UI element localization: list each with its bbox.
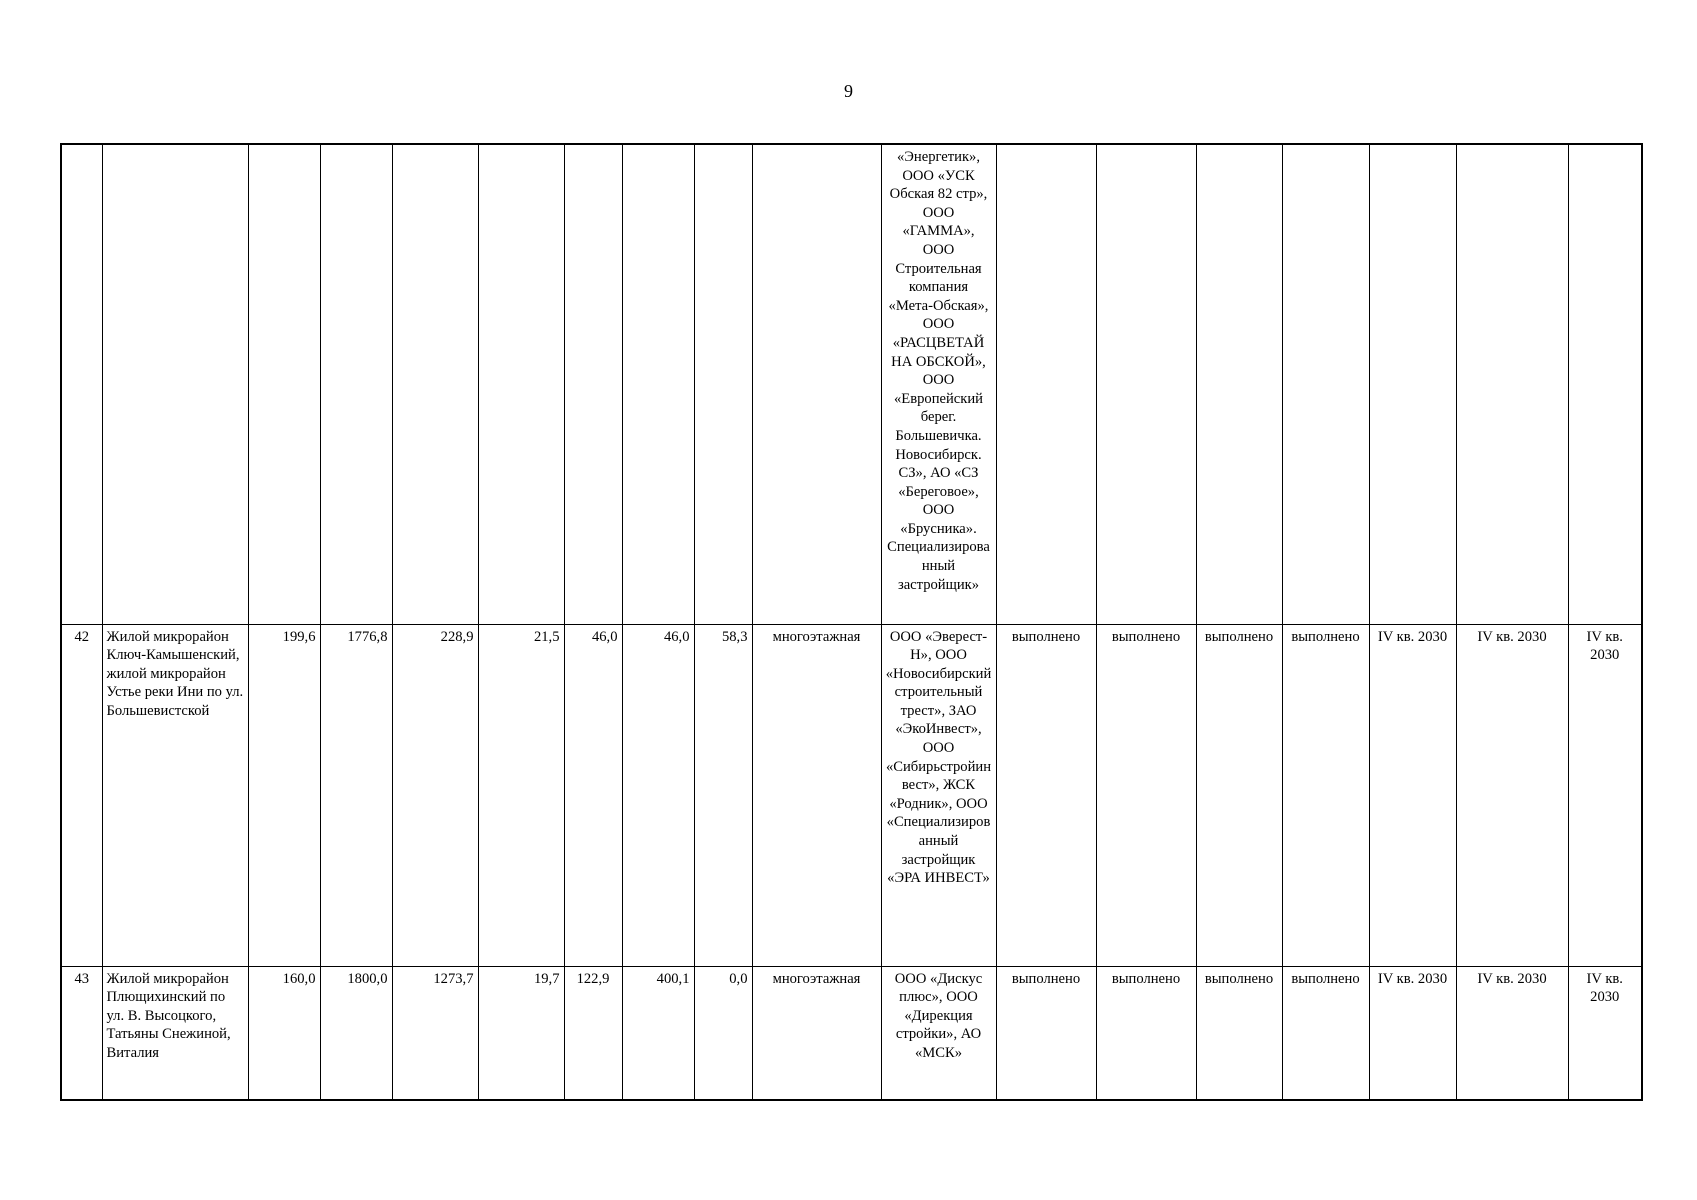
cell-d1: IV кв. 2030 — [1369, 966, 1456, 1100]
cell-d1 — [1369, 144, 1456, 624]
cell-v3 — [392, 144, 478, 624]
cell-v4 — [478, 144, 564, 624]
cell-type: многоэтажная — [752, 624, 881, 966]
cell-v6 — [622, 144, 694, 624]
cell-type: многоэтажная — [752, 966, 881, 1100]
cell-name: Жилой микрорайон Плющихинский по ул. В. Высоцкого, Татьяны Снежиной, Виталия — [102, 966, 248, 1100]
cell-v3: 228,9 — [392, 624, 478, 966]
cell-s4: выполнено — [1282, 624, 1369, 966]
cell-v5: 46,0 — [564, 624, 622, 966]
cell-v1: 199,6 — [248, 624, 320, 966]
cell-d1: IV кв. 2030 — [1369, 624, 1456, 966]
cell-s3 — [1196, 144, 1282, 624]
cell-v7 — [694, 144, 752, 624]
cell-v4: 19,7 — [478, 966, 564, 1100]
cell-s2: выполнено — [1096, 624, 1196, 966]
cell-d3 — [1568, 144, 1642, 624]
cell-developers: ООО «Дискус плюс», ООО «Дирекция стройки», АО «МСК» — [881, 966, 996, 1100]
cell-s1: выполнено — [996, 624, 1096, 966]
cell-v7: 58,3 — [694, 624, 752, 966]
cell-s2: выполнено — [1096, 966, 1196, 1100]
cell-d3: IV кв. 2030 — [1568, 624, 1642, 966]
cell-v2 — [320, 144, 392, 624]
cell-v6: 400,1 — [622, 966, 694, 1100]
cell-v6: 46,0 — [622, 624, 694, 966]
cell-v1 — [248, 144, 320, 624]
cell-v7: 0,0 — [694, 966, 752, 1100]
page-number: 9 — [844, 81, 853, 101]
cell-v1: 160,0 — [248, 966, 320, 1100]
cell-s1: выполнено — [996, 966, 1096, 1100]
cell-num: 42 — [61, 624, 102, 966]
cell-s4: выполнено — [1282, 966, 1369, 1100]
cell-d2: IV кв. 2030 — [1456, 966, 1568, 1100]
cell-developers: «Энергетик», ООО «УСК Обская 82 стр», ООО «ГАММА», ООО Строительная компания «Мета-Обская», ООО «РАСЦВЕТАЙ НА ОБСКОЙ», ООО «Европейский берег. Большевичка. Новосибирск. СЗ», АО «СЗ «Береговое», ООО «Брусника». Специализированный застройщик» — [881, 144, 996, 624]
table-row — [61, 966, 1642, 1100]
cell-developers: ООО «Эверест-Н», ООО «Новосибирский строительный трест», ЗАО «ЭкоИнвест», ООО «Сибирьстройинвест», ЖСК «Родник», ООО «Специализированный застройщик «ЭРА ИНВЕСТ» — [881, 624, 996, 966]
cell-v2: 1800,0 — [320, 966, 392, 1100]
cell-name: Жилой микрорайон Ключ-Камышенский, жилой микрорайон Устье реки Ини по ул. Большевистской — [102, 624, 248, 966]
cell-s3: выполнено — [1196, 624, 1282, 966]
cell-v4: 21,5 — [478, 624, 564, 966]
cell-d3: IV кв. 2030 — [1568, 966, 1642, 1100]
cell-s1 — [996, 144, 1096, 624]
cell-type — [752, 144, 881, 624]
data-table — [60, 143, 1643, 1101]
cell-s4 — [1282, 144, 1369, 624]
cell-s2 — [1096, 144, 1196, 624]
cell-v3: 1273,7 — [392, 966, 478, 1100]
cell-v2: 1776,8 — [320, 624, 392, 966]
cell-num — [61, 144, 102, 624]
cell-d2: IV кв. 2030 — [1456, 624, 1568, 966]
cell-v5 — [564, 144, 622, 624]
table-row-continuation — [61, 144, 1642, 624]
cell-v5: 122,9 — [564, 966, 622, 1100]
cell-name — [102, 144, 248, 624]
cell-s3: выполнено — [1196, 966, 1282, 1100]
cell-num: 43 — [61, 966, 102, 1100]
cell-d2 — [1456, 144, 1568, 624]
table-row — [61, 624, 1642, 966]
